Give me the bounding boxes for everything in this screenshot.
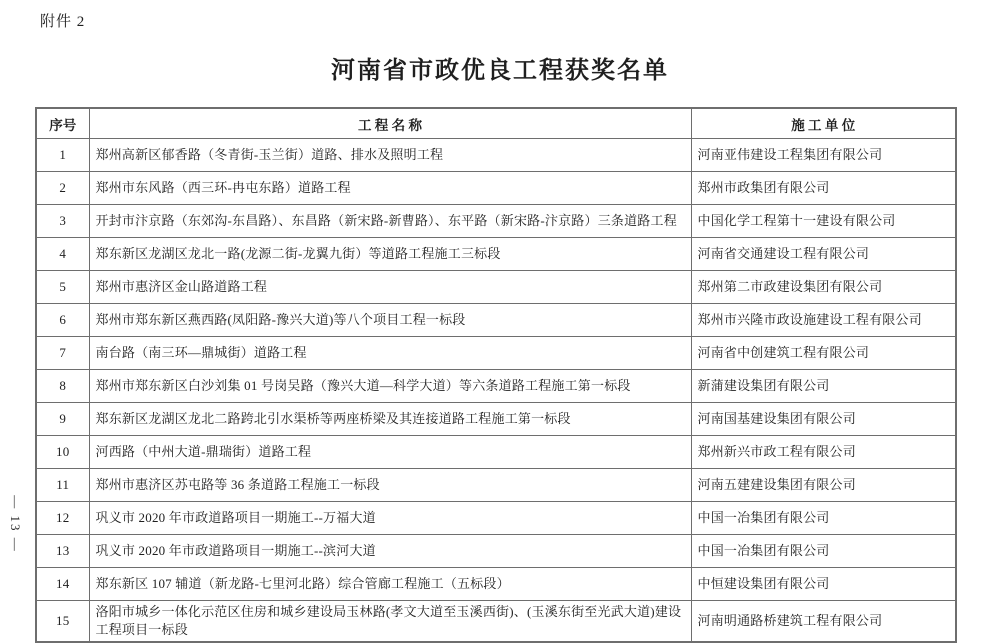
row-serial-number: 6 xyxy=(36,304,89,337)
table-row xyxy=(36,370,956,403)
table-row xyxy=(36,271,956,304)
page-number: — 13 — xyxy=(8,495,23,553)
row-serial-number: 7 xyxy=(36,337,89,370)
row-project-name: 郑东新区龙湖区龙北一路(龙源二街-龙翼九街）等道路工程施工三标段 xyxy=(89,238,691,271)
table-row xyxy=(36,172,956,205)
row-project-name: 郑东新区 107 辅道（新龙路-七里河北路）综合管廊工程施工（五标段） xyxy=(89,568,691,601)
row-construction-unit: 河南省交通建设工程有限公司 xyxy=(691,238,956,271)
header-construction-unit: 施 工 单 位 xyxy=(691,108,956,139)
row-project-name: 郑州市东风路（西三环-冉屯东路）道路工程 xyxy=(89,172,691,205)
row-construction-unit: 河南省中创建筑工程有限公司 xyxy=(691,337,956,370)
table-header-row xyxy=(36,108,956,139)
row-serial-number: 12 xyxy=(36,502,89,535)
row-project-name: 郑州高新区郁香路（冬青街-玉兰街）道路、排水及照明工程 xyxy=(89,139,691,172)
header-project-name: 工 程 名 称 xyxy=(89,108,691,139)
row-construction-unit: 新蒲建设集团有限公司 xyxy=(691,370,956,403)
row-serial-number: 2 xyxy=(36,172,89,205)
table-row xyxy=(36,139,956,172)
row-project-name: 郑州市郑东新区白沙刘集 01 号岗吴路（豫兴大道—科学大道）等六条道路工程施工第一标段 xyxy=(89,370,691,403)
row-project-name: 巩义市 2020 年市政道路项目一期施工--万福大道 xyxy=(89,502,691,535)
award-table xyxy=(35,107,957,643)
table-row xyxy=(36,436,956,469)
row-construction-unit: 中国一冶集团有限公司 xyxy=(691,502,956,535)
row-project-name: 郑州市郑东新区燕西路(凤阳路-豫兴大道)等八个项目工程一标段 xyxy=(89,304,691,337)
row-serial-number: 4 xyxy=(36,238,89,271)
row-project-name: 巩义市 2020 年市政道路项目一期施工--滨河大道 xyxy=(89,535,691,568)
row-serial-number: 10 xyxy=(36,436,89,469)
table-row xyxy=(36,502,956,535)
row-construction-unit: 郑州新兴市政工程有限公司 xyxy=(691,436,956,469)
row-serial-number: 13 xyxy=(36,535,89,568)
row-project-name: 洛阳市城乡一体化示范区住房和城乡建设局玉林路(孝文大道至玉溪西街)、(玉溪东街至光武大道)建设工程项目一标段 xyxy=(89,601,691,643)
row-project-name: 南台路（南三环—鼎城街）道路工程 xyxy=(89,337,691,370)
table-row xyxy=(36,403,956,436)
row-project-name: 开封市汴京路（东郊沟-东昌路）、东昌路（新宋路-新曹路）、东平路（新宋路-汴京路）三条道路工程 xyxy=(89,205,691,238)
table-row xyxy=(36,337,956,370)
row-construction-unit: 河南国基建设集团有限公司 xyxy=(691,403,956,436)
header-serial-number: 序号 xyxy=(36,108,89,139)
award-table-container xyxy=(35,107,955,643)
row-project-name: 郑州市惠济区金山路道路工程 xyxy=(89,271,691,304)
row-serial-number: 5 xyxy=(36,271,89,304)
row-serial-number: 11 xyxy=(36,469,89,502)
row-construction-unit: 中恒建设集团有限公司 xyxy=(691,568,956,601)
table-row xyxy=(36,304,956,337)
award-table-body xyxy=(36,139,956,643)
row-construction-unit: 郑州市政集团有限公司 xyxy=(691,172,956,205)
table-row xyxy=(36,205,956,238)
table-row xyxy=(36,535,956,568)
row-project-name: 河西路（中州大道-鼎瑞街）道路工程 xyxy=(89,436,691,469)
row-construction-unit: 郑州市兴隆市政设施建设工程有限公司 xyxy=(691,304,956,337)
table-row xyxy=(36,601,956,643)
table-row xyxy=(36,469,956,502)
row-serial-number: 3 xyxy=(36,205,89,238)
table-row xyxy=(36,238,956,271)
row-construction-unit: 河南明通路桥建筑工程有限公司 xyxy=(691,601,956,643)
row-serial-number: 1 xyxy=(36,139,89,172)
page-title: 河南省市政优良工程获奖名单 xyxy=(331,58,669,84)
row-project-name: 郑州市惠济区苏屯路等 36 条道路工程施工一标段 xyxy=(89,469,691,502)
table-row xyxy=(36,568,956,601)
row-construction-unit: 中国一冶集团有限公司 xyxy=(691,535,956,568)
row-serial-number: 8 xyxy=(36,370,89,403)
row-serial-number: 14 xyxy=(36,568,89,601)
row-project-name: 郑东新区龙湖区龙北二路跨北引水渠桥等两座桥梁及其连接道路工程施工第一标段 xyxy=(89,403,691,436)
row-serial-number: 9 xyxy=(36,403,89,436)
row-construction-unit: 中国化学工程第十一建设有限公司 xyxy=(691,205,956,238)
row-serial-number: 15 xyxy=(36,601,89,643)
row-construction-unit: 河南亚伟建设工程集团有限公司 xyxy=(691,139,956,172)
attachment-label: 附件 2 xyxy=(40,14,86,30)
row-construction-unit: 河南五建建设集团有限公司 xyxy=(691,469,956,502)
row-construction-unit: 郑州第二市政建设集团有限公司 xyxy=(691,271,956,304)
